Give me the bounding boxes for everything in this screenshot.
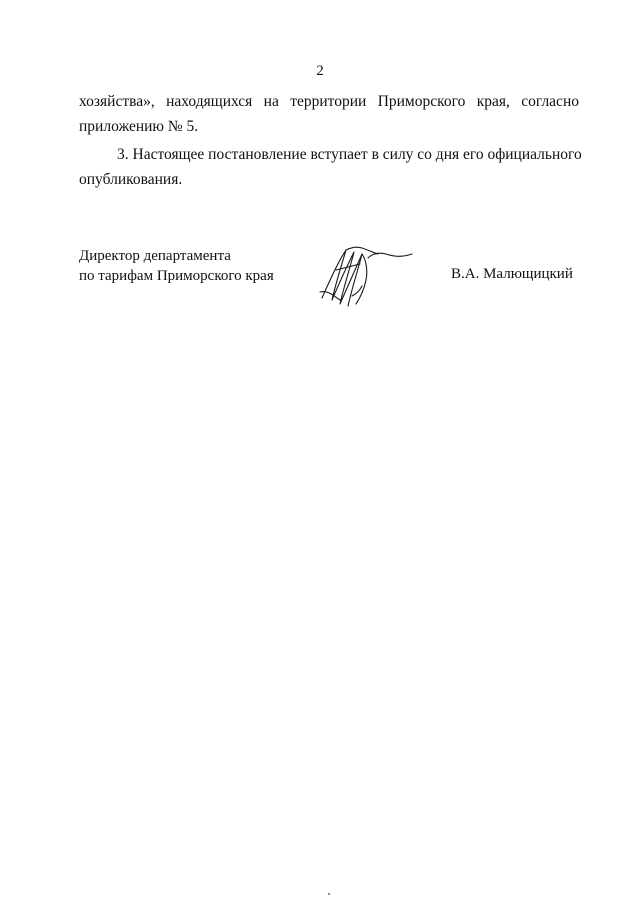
page-number: 2 (316, 63, 324, 79)
body-line-4: опубликования. (79, 171, 183, 188)
scan-artifact (328, 893, 330, 895)
body-line-1: хозяйства», находящихся на территории Приморского края, согласно (79, 93, 579, 110)
signatory-name: В.А. Малющицкий (451, 266, 573, 282)
body-line-3: 3. Настоящее постановление вступает в силу со дня его официального (117, 146, 582, 163)
signatory-title-line-2: по тарифам Приморского края (79, 268, 274, 284)
signatory-title-line-1: Директор департамента (79, 248, 231, 264)
body-line-2: приложению № 5. (79, 118, 199, 135)
signatory-title (79, 246, 274, 286)
handwritten-signature (316, 240, 416, 310)
